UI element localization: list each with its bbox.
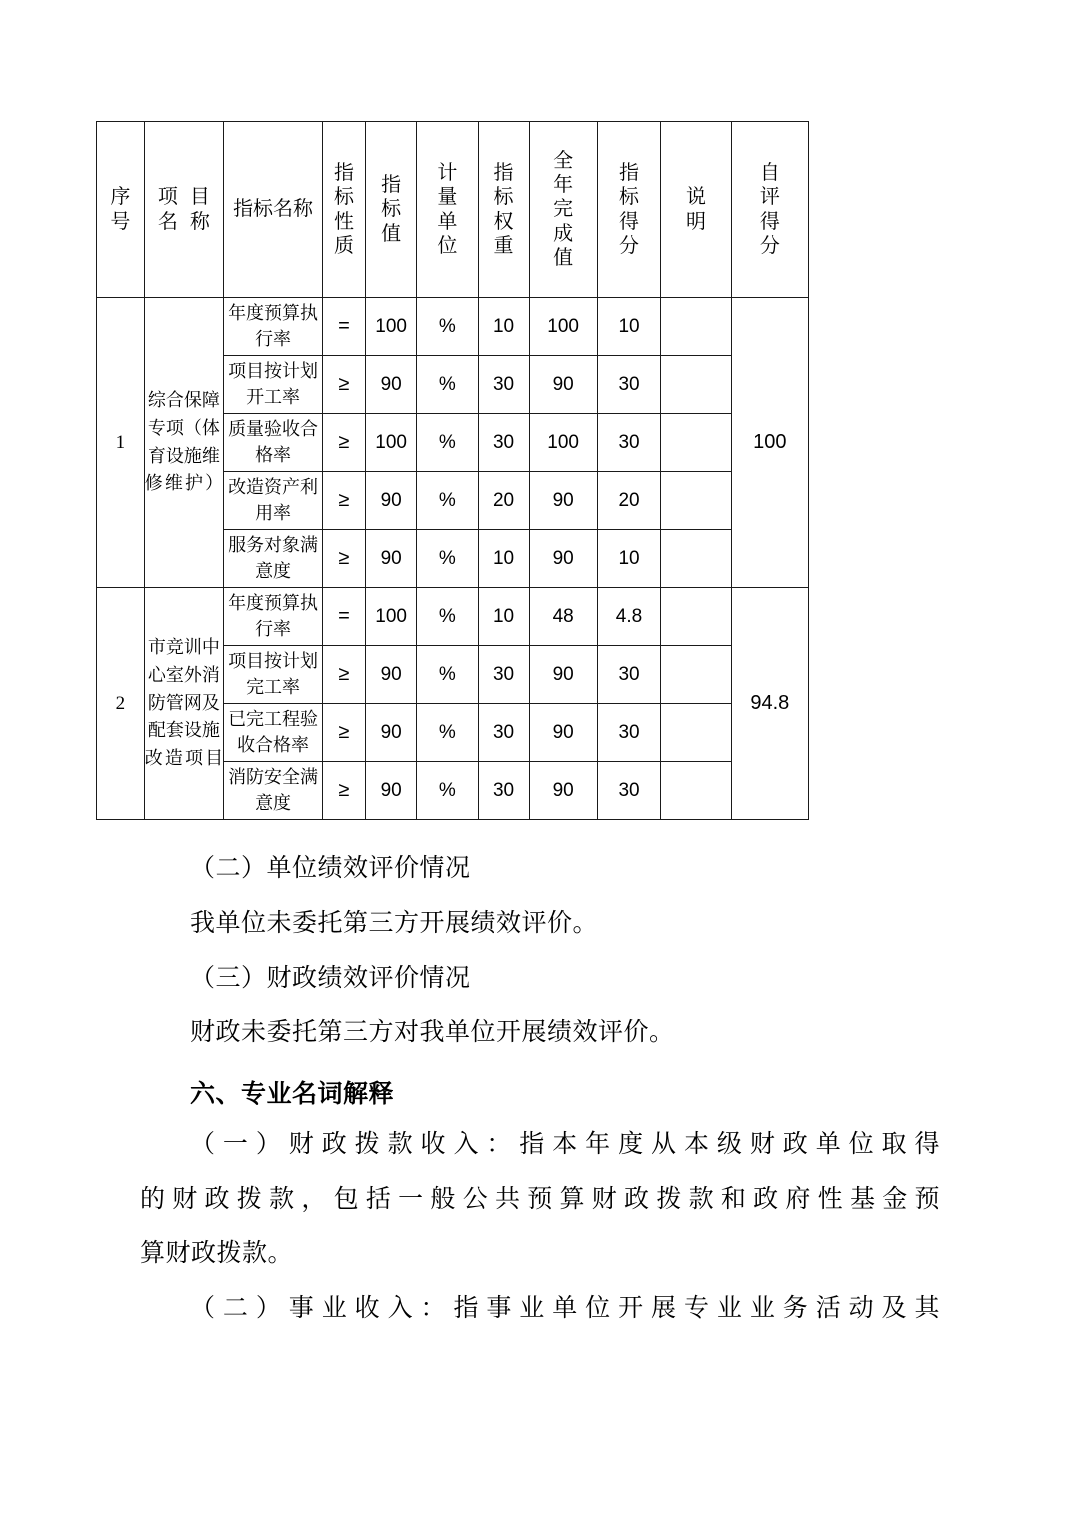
cell-annual-actual: 90 [529, 530, 597, 588]
column-header-self-score-label: 自评得分 [759, 161, 780, 257]
section-2-heading: （二）单位绩效评价情况 [190, 855, 471, 882]
column-header-indicator-nature [322, 122, 365, 298]
column-header-indicator-value-label: 指标值 [381, 173, 402, 245]
cell-indicator-nature: ≥ [322, 414, 365, 472]
cell-note [661, 588, 731, 646]
cell-indicator-value: 90 [366, 530, 417, 588]
cell-indicator-value: 100 [366, 414, 417, 472]
cell-unit: % [417, 414, 478, 472]
cell-indicator-nature: ≥ [322, 762, 365, 820]
cell-indicator-nature: ≥ [322, 530, 365, 588]
column-header-project-name-label: 项目名称 [157, 186, 210, 233]
cell-note [661, 356, 731, 414]
cell-indicator-nature: = [322, 298, 365, 356]
cell-note [661, 298, 731, 356]
performance-indicator-table-container [96, 121, 809, 820]
cell-annual-actual: 90 [529, 704, 597, 762]
term-2-line-1: （二）事业收入：指事业单位开展专业业务活动及其 [190, 1295, 940, 1322]
cell-indicator-score: 30 [597, 704, 661, 762]
cell-indicator-score: 30 [597, 646, 661, 704]
cell-seq: 1 [97, 298, 145, 588]
cell-note [661, 414, 731, 472]
cell-indicator-score: 4.8 [597, 588, 661, 646]
cell-weight: 10 [478, 298, 529, 356]
cell-seq: 2 [97, 588, 145, 820]
column-header-annual-actual [529, 122, 597, 298]
section-3-heading: （三）财政绩效评价情况 [190, 964, 471, 992]
cell-note [661, 530, 731, 588]
cell-indicator-value: 90 [366, 704, 417, 762]
term-1-line-1: （一）财政拨款收入：指本年度从本级财政单位取得 [190, 1130, 940, 1158]
cell-annual-actual: 90 [529, 646, 597, 704]
term-1-line-2: 的财政拨款，包括一般公共预算财政拨款和政府性基金预 [140, 1185, 940, 1213]
cell-unit: % [417, 762, 478, 820]
cell-weight: 30 [478, 646, 529, 704]
column-header-indicator-value [366, 122, 417, 298]
cell-indicator-nature: = [322, 588, 365, 646]
cell-note [661, 704, 731, 762]
cell-unit: % [417, 472, 478, 530]
cell-unit: % [417, 588, 478, 646]
column-header-self-score [731, 122, 808, 298]
table-row [97, 588, 809, 646]
cell-project-name: 综合保障专项（体育设施维修维护） [144, 298, 223, 588]
cell-indicator-score: 30 [597, 356, 661, 414]
column-header-seq [97, 122, 145, 298]
column-header-indicator-score-label: 指标得分 [619, 161, 639, 257]
column-header-note [661, 122, 731, 298]
cell-indicator-name: 项目按计划开工率 [224, 356, 323, 414]
cell-indicator-score: 10 [597, 530, 661, 588]
cell-indicator-score: 30 [597, 414, 661, 472]
column-header-indicator-name [224, 122, 323, 298]
cell-indicator-name: 服务对象满意度 [224, 530, 323, 588]
cell-indicator-value: 90 [366, 646, 417, 704]
term-1-line-3: 算财政拨款。 [140, 1240, 294, 1268]
cell-unit: % [417, 356, 478, 414]
cell-note [661, 472, 731, 530]
cell-indicator-score: 30 [597, 762, 661, 820]
cell-indicator-name: 年度预算执行率 [224, 588, 323, 646]
cell-indicator-name: 质量验收合格率 [224, 414, 323, 472]
column-header-unit [417, 122, 478, 298]
cell-indicator-value: 90 [366, 472, 417, 530]
cell-indicator-nature: ≥ [322, 356, 365, 414]
cell-indicator-score: 20 [597, 472, 661, 530]
cell-indicator-name: 消防安全满意度 [224, 762, 323, 820]
column-header-indicator-name-label: 指标名称 [233, 198, 314, 221]
section-6-title: 六、专业名词解释 [190, 1080, 395, 1108]
table-header-row [97, 122, 809, 298]
column-header-project-name [144, 122, 223, 298]
cell-weight: 30 [478, 356, 529, 414]
column-header-indicator-nature-label: 指标性质 [334, 161, 355, 257]
cell-indicator-name: 改造资产利用率 [224, 472, 323, 530]
cell-indicator-name: 项目按计划完工率 [224, 646, 323, 704]
cell-annual-actual: 90 [529, 356, 597, 414]
cell-weight: 10 [478, 530, 529, 588]
cell-indicator-name: 年度预算执行率 [224, 298, 323, 356]
column-header-weight-label: 指标权重 [493, 161, 514, 257]
column-header-note-label: 说明 [685, 186, 706, 233]
column-header-indicator-score [597, 122, 661, 298]
column-header-annual-actual-label: 全年完成值 [553, 149, 574, 270]
cell-annual-actual: 48 [529, 588, 597, 646]
cell-self-score: 100 [731, 298, 808, 588]
cell-weight: 30 [478, 414, 529, 472]
cell-weight: 30 [478, 704, 529, 762]
cell-indicator-nature: ≥ [322, 472, 365, 530]
cell-self-score: 94.8 [731, 588, 808, 820]
column-header-weight [478, 122, 529, 298]
cell-indicator-value: 90 [366, 356, 417, 414]
column-header-unit-label: 计量单位 [437, 161, 458, 257]
cell-weight: 20 [478, 472, 529, 530]
cell-annual-actual: 90 [529, 762, 597, 820]
column-header-seq-label: 序号 [110, 186, 131, 233]
cell-annual-actual: 90 [529, 472, 597, 530]
section-2-body: 我单位未委托第三方开展绩效评价。 [190, 909, 599, 937]
cell-indicator-score: 10 [597, 298, 661, 356]
cell-indicator-value: 100 [366, 298, 417, 356]
performance-indicator-table [96, 121, 809, 820]
cell-indicator-nature: ≥ [322, 704, 365, 762]
cell-indicator-value: 100 [366, 588, 417, 646]
cell-unit: % [417, 298, 478, 356]
cell-note [661, 762, 731, 820]
cell-indicator-name: 已完工程验收合格率 [224, 704, 323, 762]
cell-weight: 30 [478, 762, 529, 820]
cell-annual-actual: 100 [529, 298, 597, 356]
cell-project-name: 市竞训中心室外消防管网及配套设施改造项目 [144, 588, 223, 820]
cell-unit: % [417, 530, 478, 588]
cell-unit: % [417, 646, 478, 704]
table-row [97, 298, 809, 356]
cell-unit: % [417, 704, 478, 762]
cell-note [661, 646, 731, 704]
cell-indicator-nature: ≥ [322, 646, 365, 704]
cell-weight: 10 [478, 588, 529, 646]
cell-annual-actual: 100 [529, 414, 597, 472]
cell-indicator-value: 90 [366, 762, 417, 820]
section-3-body: 财政未委托第三方对我单位开展绩效评价。 [190, 1019, 675, 1047]
document-body-text [140, 845, 940, 1340]
